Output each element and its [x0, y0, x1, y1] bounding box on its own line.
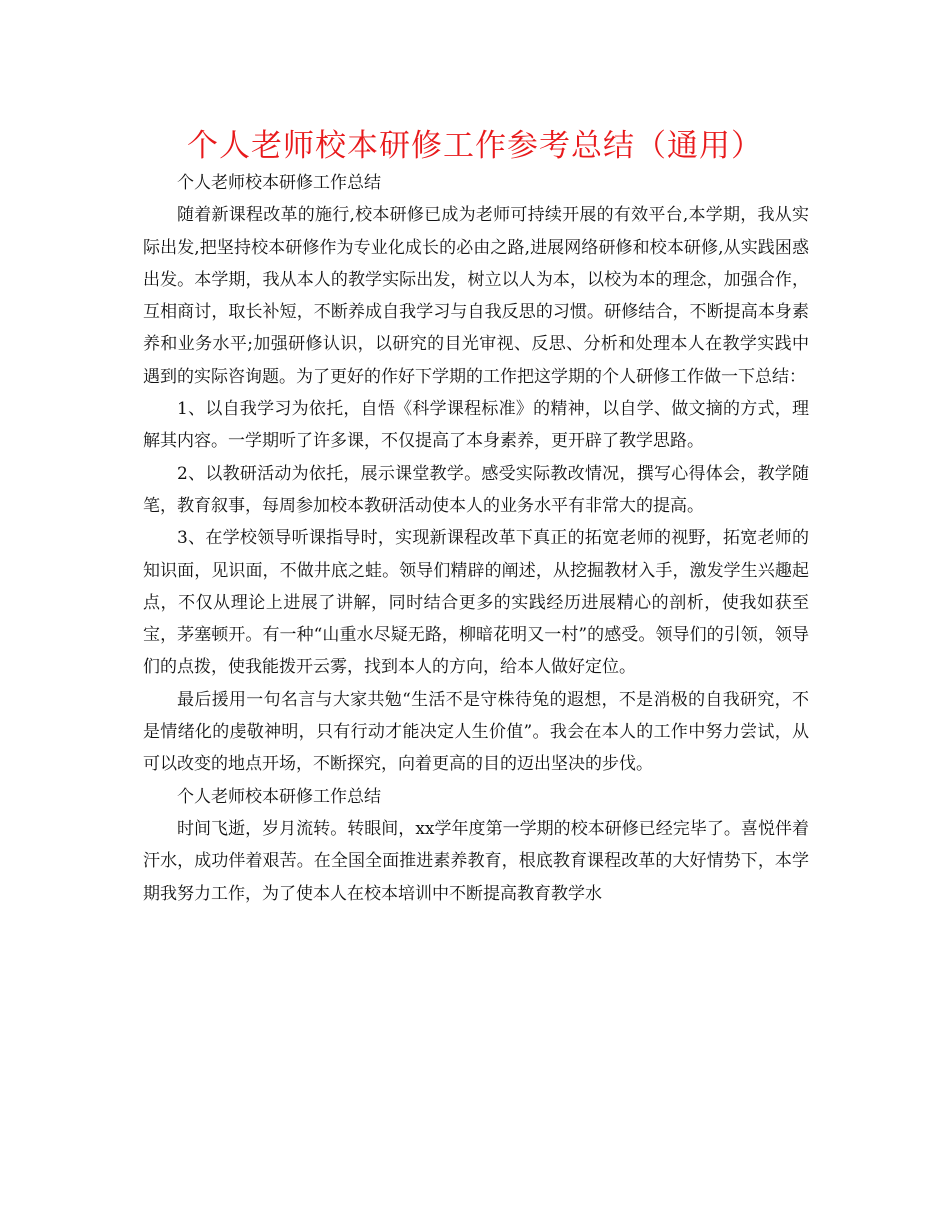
- section-heading: 个人老师校本研修工作总结: [177, 786, 381, 807]
- body-paragraph: 2、以教研活动为依托，展示课堂教学。感受实际教改情况，撰写心得体会，教学随笔，教育叙事，每周参加校本教研活动使本人的业务水平有非常大的提高。: [143, 463, 809, 516]
- section-heading: 个人老师校本研修工作总结: [177, 173, 381, 193]
- body-paragraph: 随着新课程改革的施行,校本研修已成为老师可持续开展的有效平台,本学期，我从实际出发,把坚持校本研修作为专业化成长的必由之路,进展网络研修和校本研修,从实践困惑出发。本学期，我从本人的教学实际出发，树立以人为本，以校为本的理念，加强合作，互相商讨，取长补短，不断养成自我学习与自我反思的习惯。研修结合，不断提高本身素养和业务水平;加强研修认识，以研究的目光审视、反思、分析和处理本人在教学实践中遇到的实际咨询题。为了更好的作好下学期的工作把这学期的个人研修工作做一下总结：: [143, 205, 809, 387]
- document-title: 个人老师校本研修工作参考总结（通用）: [187, 128, 763, 164]
- body-paragraph: 最后援用一句名言与大家共勉“生活不是守株待兔的遐想，不是消极的自我研究，不是情绪化的虔敬神明，只有行动才能决定人生价值”。我会在本人的工作中努力尝试，从可以改变的地点开场，不断探究，向着更高的目的迈出坚决的步伐。: [143, 689, 809, 775]
- body-paragraph: 1、以自我学习为依托，自悟《科学课程标准》的精神，以自学、做文摘的方式，理解其内容。一学期听了许多课，不仅提高了本身素养，更开辟了教学思路。: [143, 399, 809, 452]
- body-paragraph: 时间飞逝，岁月流转。转眼间，xx学年度第一学期的校本研修已经完毕了。喜悦伴着汗水，成功伴着艰苦。在全国全面推进素养教育，根底教育课程改革的大好情势下，本学期我努力工作，为了使本人在校本培训中不断提高教育教学水: [143, 818, 809, 904]
- document-body: [143, 167, 809, 910]
- body-paragraph: 3、在学校领导听课指导时，实现新课程改革下真正的拓宽老师的视野，拓宽老师的知识面，见识面，不做井底之蛙。领导们精辟的阐述，从挖掘教材入手，激发学生兴趣起点，不仅从理论上进展了讲解，同时结合更多的实践经历进展精心的剖析，使我如获至宝，茅塞顿开。有一种“山重水尽疑无路，柳暗花明又一村”的感受。领导们的引领，领导们的点拨，使我能拨开云雾，找到本人的方向，给本人做好定位。: [143, 528, 809, 678]
